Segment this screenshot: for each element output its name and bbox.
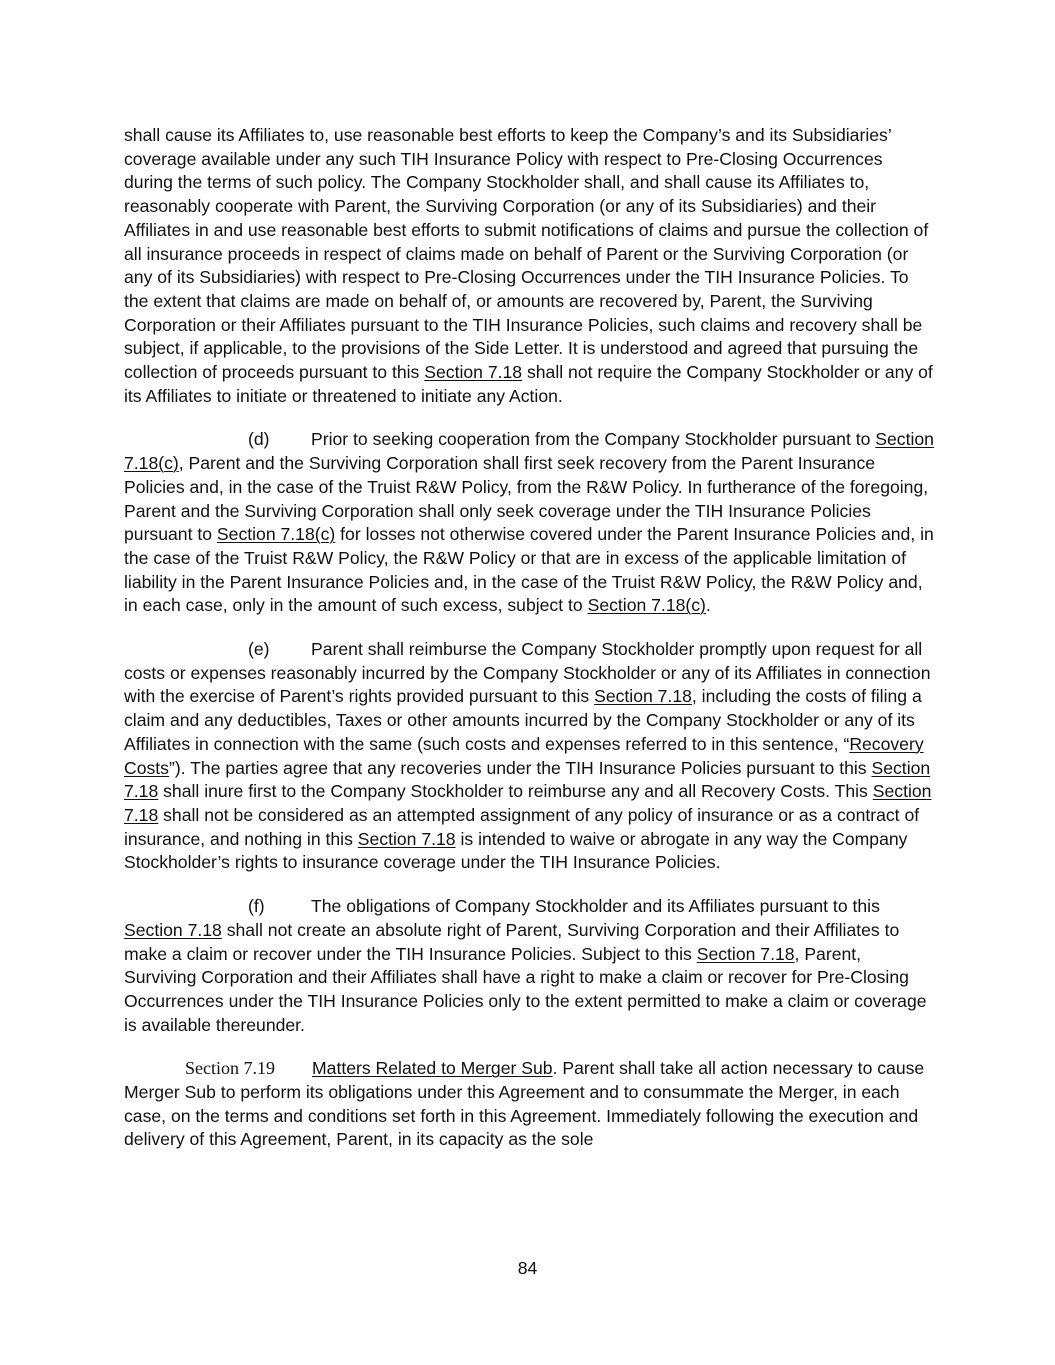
section-reference: Section 7.18	[594, 686, 692, 707]
paragraph-7-18-f: (f) The obligations of Company Stockholder and its Affiliates pursuant to this Section 7.18 shall not create an absolute right of Parent, Surviving Corporation and their Affiliates to make a claim or recover under the TIH Insurance Policies. Subject to this Section 7.18, Parent, Surviving Corporation and their Affiliates shall have a right to make a claim or recover for Pre-Closing Occurrences under the TIH Insurance Policies only to the extent permitted to make a claim or coverage is available thereunder.	[124, 896, 927, 1035]
paragraph-7-18-d: (d) Prior to seeking cooperation from the Company Stockholder pursuant to Section 7.18(c), Parent and the Surviving Corporation shall first seek recovery from the Parent Insurance Policies and, in the case of the Truist R&W Policy, from the R&W Policy. In furtherance of the foregoing, Parent and the Surviving Corporation shall only seek coverage under the TIH Insurance Policies pursuant to Section 7.18(c) for losses not otherwise covered under the Parent Insurance Policies and, in the case of the Truist R&W Policy, the R&W Policy or that are in excess of the applicable limitation of liability in the Parent Insurance Policies and, in the case of the Truist R&W Policy, the R&W Policy and, in each case, only in the amount of such excess, subject to Section 7.18(c).	[124, 429, 934, 616]
section-reference: Section 7.18(c)	[216, 524, 336, 545]
page-number: 84	[517, 1258, 538, 1278]
section-reference: Section 7.18	[124, 781, 932, 825]
paragraph-7-18-e: (e) Parent shall reimburse the Company Stockholder promptly upon request for all costs or expenses reasonably incurred by the Company Stockholder or any of its Affiliates in connection with the exercise of Parent’s rights provided pursuant to this Section 7.18, including the costs of filing a claim and any deductibles, Taxes or other amounts incurred by the Company Stockholder or any of its Affiliates in connection with the same (such costs and expenses referred to in this sentence, “Recovery Costs”). The parties agree that any recoveries under the TIH Insurance Policies pursuant to this Section 7.18 shall inure first to the Company Stockholder to reimburse any and all Recovery Costs. This Section 7.18 shall not be considered as an attempted assignment of any policy of insurance or as a contract of insurance, and nothing in this Section 7.18 is intended to waive or abrogate in any way the Company Stockholder’s rights to insurance coverage under the TIH Insurance Policies.	[124, 639, 932, 873]
section-reference: Section 7.18	[124, 757, 931, 802]
clause-label: (e)	[248, 639, 270, 660]
paragraph-7-18-c-continued: shall cause its Affiliates to, use reasonable best efforts to keep the Company’s and its Subsidiaries’ coverage available under any such TIH Insurance Policy with respect to Pre-Closing Occurrences during the terms of such policy. The Company Stockholder shall, and shall cause its Affiliates to, reasonably cooperate with Parent, the Surviving Corporation (or any of its Subsidiaries) and their Affiliates in and use reasonable best efforts to submit notifications of claims and pursue the collection of all insurance proceeds in respect of claims made on behalf of Parent or the Surviving Corporation (or any of its Subsidiaries) with respect to Pre-Closing Occurrences under the TIH Insurance Policies. To the extent that claims are made on behalf of, or amounts are recovered by, Parent, the Surviving Corporation or their Affiliates pursuant to the TIH Insurance Policies, such claims and recovery shall be subject, if applicable, to the provisions of the Side Letter. It is understood and agreed that pursuing the collection of proceeds pursuant to this Section 7.18 shall not require the Company Stockholder or any of its Affiliates to initiate or threatened to initiate any Action.	[124, 125, 933, 406]
section-reference: Section 7.18	[696, 943, 795, 964]
section-reference: Section 7.18	[124, 919, 222, 940]
section-reference: Section 7.18(c)	[124, 429, 934, 474]
defined-term: Recovery Costs	[124, 733, 924, 778]
section-reference: Section 7.18	[424, 362, 523, 383]
section-reference: Section 7.18	[357, 828, 456, 849]
clause-label: (f)	[248, 896, 265, 917]
section-7-19-paragraph: Section 7.19 Matters Related to Merger Sub. Parent shall take all action necessary to cause Merger Sub to perform its obligations under this Agreement and to consummate the Merger, in each case, on the terms and conditions set forth in this Agreement. Immediately following the execution and delivery of this Agreement, Parent, in its capacity as the sole	[124, 1058, 925, 1150]
clause-label: (d)	[248, 429, 270, 450]
page-body	[124, 124, 936, 1152]
section-number: Section 7.19	[185, 1058, 275, 1079]
section-title: Matters Related to Merger Sub	[312, 1058, 553, 1079]
section-reference: Section 7.18(c)	[587, 595, 706, 616]
